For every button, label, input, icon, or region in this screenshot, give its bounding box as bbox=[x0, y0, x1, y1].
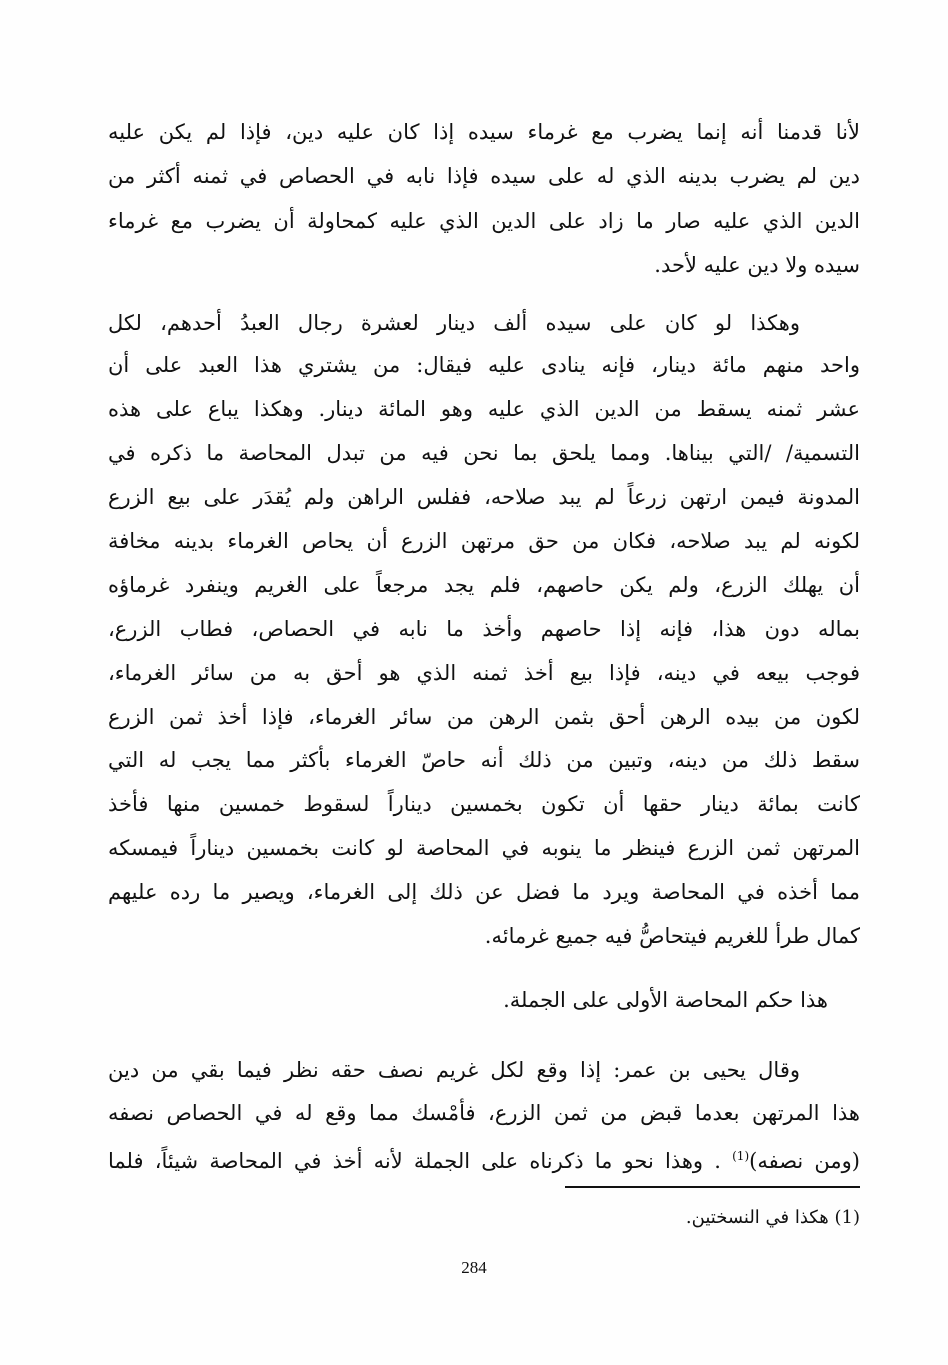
text-line: المدونة فيمن ارتهن زرعاً لم يبد صلاحه، ففلس الراهن ولم يُقدَر على بيع الزرع bbox=[108, 485, 860, 509]
text-line: الدين الذي عليه صار ما زاد على الدين الذي عليه كمحاولة أن يضرب مع غرماء bbox=[108, 209, 860, 233]
footnote-number: (1) bbox=[834, 1207, 860, 1228]
text-line: فوجب بيعه في دينه، فإذا بيع أخذ ثمنه الذي هو أحق به من سائر الغرماء، bbox=[108, 661, 860, 685]
footnote-marker: (1) bbox=[732, 1149, 750, 1163]
text-line bbox=[108, 1141, 860, 1176]
text-line: مما أخذه في المحاصة ويرد ما فضل عن ذلك إلى الغرماء، ويصير ما رده عليهم bbox=[108, 880, 860, 904]
footnote bbox=[686, 1204, 860, 1232]
footnote-divider bbox=[565, 1186, 860, 1188]
page-number: 284 bbox=[461, 1258, 487, 1277]
text-line: لأنا قدمنا أنه إنما يضرب مع غرماء سيده إذا كان عليه دين، فإذا لم يكن عليه bbox=[108, 120, 860, 144]
text-segment: . وهذا نحو ما ذكرناه على الجملة لأنه أخذ في المحاصة شيئاً، فلما bbox=[108, 1149, 721, 1173]
text-line: هذا حكم المحاصة الأولى على الجملة. bbox=[503, 988, 828, 1012]
footnote-text: هكذا في النسختين. bbox=[685, 1207, 829, 1228]
text-line: عشر ثمنه يسقط من الدين الذي عليه وهو المائة دينار. وهكذا يباع على هذه bbox=[108, 397, 860, 421]
text-line: سقط ذلك من دينه، وتبين من ذلك أنه حاصّ الغرماء بأكثر مما يجب له التي bbox=[108, 748, 860, 772]
text-line: كمال طرأ للغريم فيتحاصُّ فيه جميع غرمائه. bbox=[484, 924, 860, 948]
text-line: وقال يحيى بن عمر: إذا وقع لكل غريم نصف حقه نظر فيما بقي من دين bbox=[108, 1058, 800, 1082]
text-line: أن يهلك الزرع، ولم يكن حاصهم، فلم يجد مرجعاً على الغريم وينفرد غرماؤه bbox=[108, 573, 860, 597]
text-line: سيده ولا دين عليه لأحد. bbox=[654, 253, 860, 277]
text-line: واحد منهم مائة دينار، فإنه ينادى عليه فيقال: من يشتري هذا العبد على أن bbox=[108, 353, 860, 377]
text-line: وهكذا لو كان على سيده ألف دينار لعشرة رجال العبدُ أحدهم، لكل bbox=[108, 311, 800, 335]
text-segment: (ومن نصفه) bbox=[749, 1149, 860, 1173]
text-line: هذا المرتهن بعدما قبض من ثمن الزرع، فأمْسك مما وقع له في الحصاص نصفه bbox=[108, 1101, 860, 1125]
text-line: المرتهن ثمن الزرع فينظر ما ينوبه في المحاصة لو كانت بخمسين ديناراً فيمسكه bbox=[108, 836, 860, 860]
text-line: التسمية/ /التي بيناها. ومما يلحق بما نحن فيه من تبدل المحاصة ما ذكره في bbox=[108, 441, 860, 465]
text-line: كانت بمائة دينار حقها أن تكون بخمسين ديناراً لسقوط خمسين منها فأخذ bbox=[108, 792, 860, 816]
text-line: بماله دون هذا، فإنه إذا حاصهم وأخذ ما نابه في الحصاص، فطاب الزرع، bbox=[108, 617, 860, 641]
text-line: لكونه لم يبد صلاحه، فكان من حق مرتهن الزرع أن يحاص الغرماء بدينه مخافة bbox=[108, 529, 860, 553]
text-line: لكون من بيده الرهن أحق بثمن الرهن من سائر الغرماء، فإذا أخذ ثمن الزرع bbox=[108, 705, 860, 729]
text-line: دين لم يضرب بدينه الذي له على سيده فإذا نابه في الحصاص في ثمنه أكثر من bbox=[108, 164, 860, 188]
